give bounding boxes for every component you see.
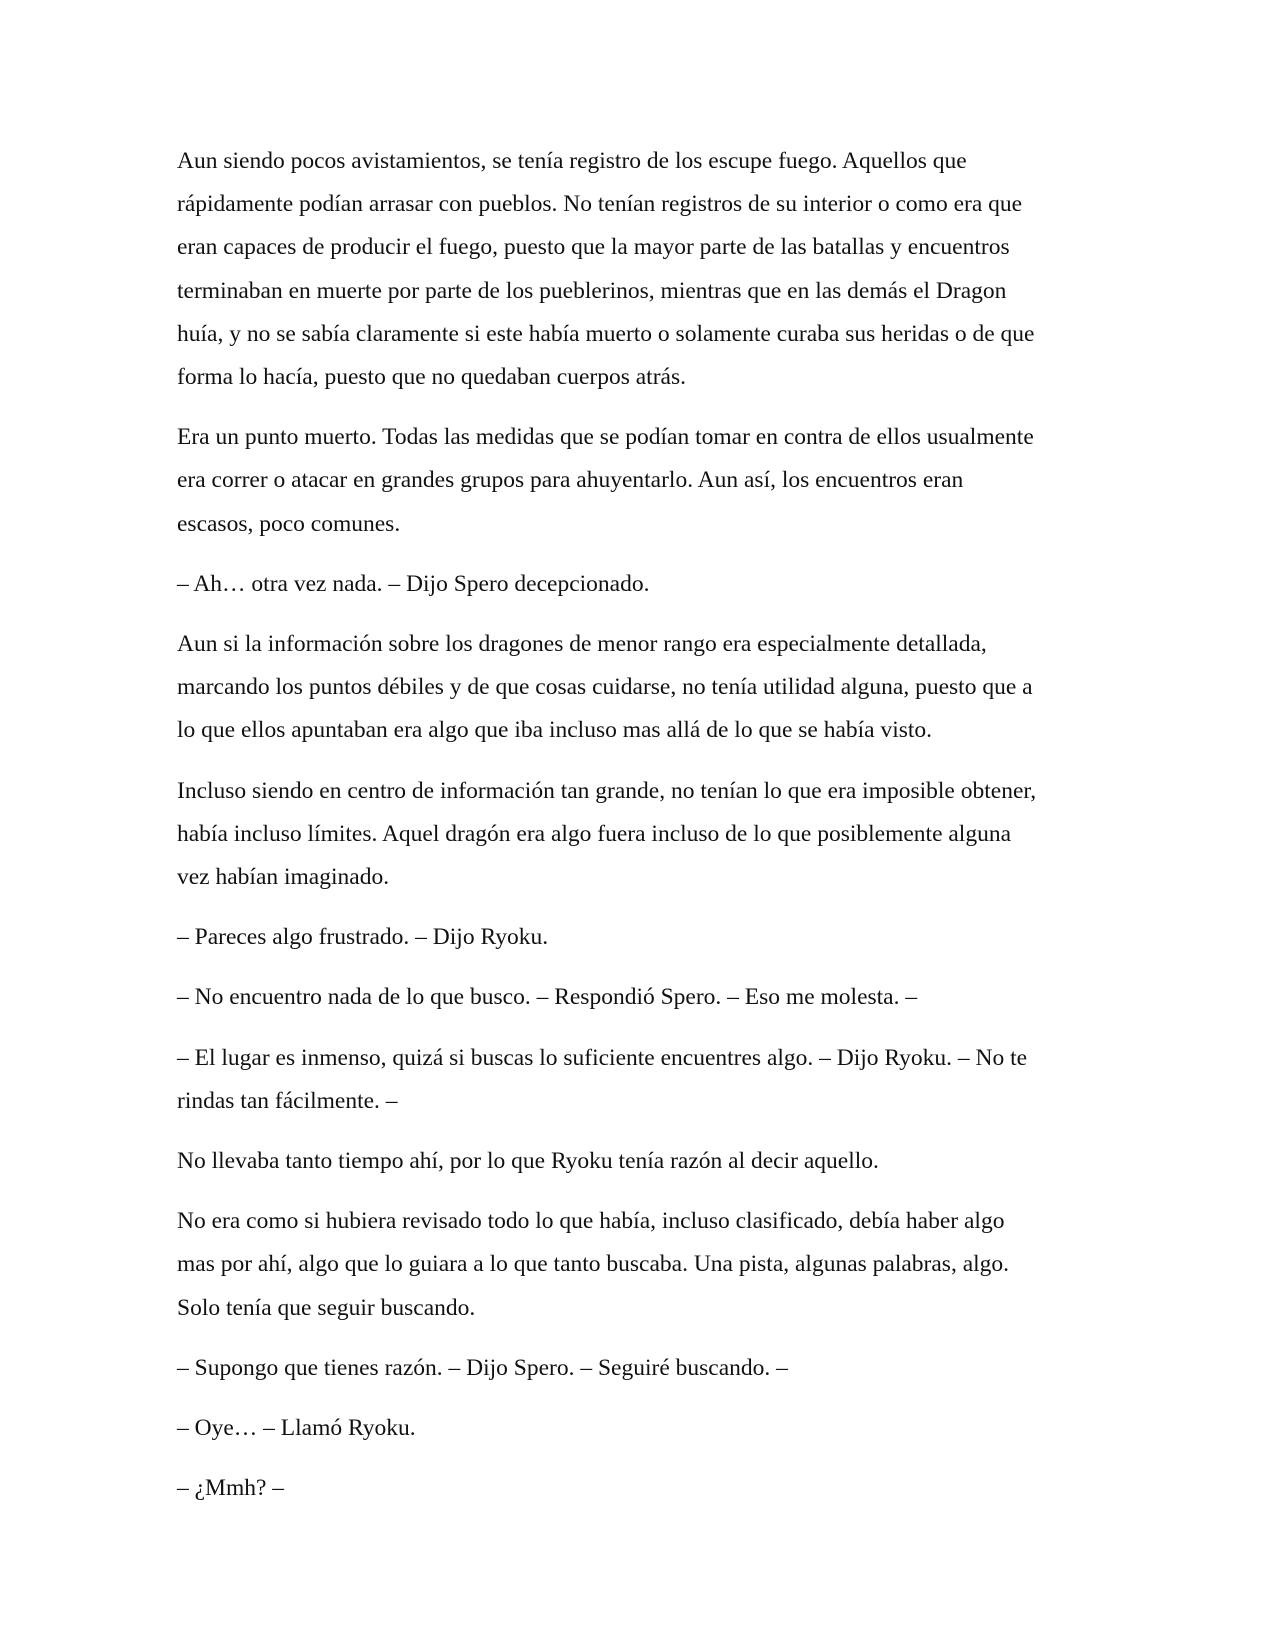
dialogue-paragraph	[177, 976, 1097, 1019]
text-line: Aun siendo pocos avistamientos, se tenía registro de los escupe fuego. Aquellos que	[177, 148, 967, 174]
dialogue-paragraph	[177, 1347, 1097, 1390]
text-line: – El lugar es inmenso, quizá si buscas lo suficiente encuentres algo. – Dijo Ryoku. – No te	[177, 1044, 1028, 1071]
text-line: había incluso límites. Aquel dragón era algo fuera incluso de lo que posiblemente alguna	[177, 820, 1012, 847]
text-line: rápidamente podían arrasar con pueblos. No tenían registros de su interior o como era que	[177, 191, 1023, 218]
text-line: huía, y no se sabía claramente si este había muerto o solamente curaba sus heridas o de que	[177, 320, 1035, 347]
text-line: mas por ahí, algo que lo guiara a lo que tanto buscaba. Una pista, algunas palabras, algo.	[177, 1251, 1010, 1278]
dialogue-paragraph	[177, 563, 1097, 606]
text-line: – Oye… – Llamó Ryoku.	[177, 1415, 416, 1442]
text-line: Incluso siendo en centro de información tan grande, no tenían lo que era imposible obtener,	[177, 777, 1037, 804]
text-line: era correr o atacar en grandes grupos para ahuyentarlo. Aun así, los encuentros eran	[177, 467, 964, 494]
text-line: No era como si hubiera revisado todo lo que había, incluso clasificado, debía haber algo	[177, 1208, 1005, 1235]
text-line: Era un punto muerto. Todas las medidas que se podían tomar en contra de ellos usualmente	[177, 424, 1034, 451]
dialogue-paragraph	[177, 1407, 1097, 1450]
text-line: Aun si la información sobre los dragones de menor rango era especialmente detallada,	[177, 631, 987, 658]
text-line: – ¿Mmh? –	[177, 1475, 285, 1502]
text-line: – No encuentro nada de lo que busco. – Respondió Spero. – Eso me molesta. –	[177, 984, 918, 1011]
text-line: terminaban en muerte por parte de los pueblerinos, mientras que en las demás el Dragon	[177, 277, 1007, 304]
paragraph	[177, 770, 1097, 900]
text-line: – Pareces algo frustrado. – Dijo Ryoku.	[177, 924, 549, 951]
text-line: vez habían imaginado.	[177, 864, 390, 891]
text-line: lo que ellos apuntaban era algo que iba incluso mas allá de lo que se había visto.	[177, 717, 933, 744]
paragraph	[177, 1140, 1097, 1183]
paragraph	[177, 623, 1097, 753]
text-line: marcando los puntos débiles y de que cosas cuidarse, no tenía utilidad alguna, puesto que a	[177, 674, 1033, 701]
text-line: Solo tenía que seguir buscando.	[177, 1294, 476, 1321]
paragraph	[177, 416, 1097, 546]
dialogue-paragraph	[177, 916, 1097, 959]
paragraph	[177, 1200, 1097, 1330]
dialogue-paragraph	[177, 1037, 1097, 1123]
text-line: eran capaces de producir el fuego, puesto que la mayor parte de las batallas y encuentros	[177, 234, 1010, 261]
text-line: – Supongo que tienes razón. – Dijo Spero. – Seguiré buscando. –	[177, 1354, 788, 1381]
dialogue-paragraph	[177, 1467, 1097, 1510]
text-line: forma lo hacía, puesto que no quedaban cuerpos atrás.	[177, 364, 686, 391]
text-line: escasos, poco comunes.	[177, 510, 401, 537]
text-line: – Ah… otra vez nada. – Dijo Spero decepcionado.	[177, 570, 650, 597]
paragraph	[177, 140, 1097, 399]
text-line: No llevaba tanto tiempo ahí, por lo que Ryoku tenía razón al decir aquello.	[177, 1148, 879, 1175]
text-line: rindas tan fácilmente. –	[177, 1087, 398, 1114]
document-body	[177, 140, 1097, 1527]
